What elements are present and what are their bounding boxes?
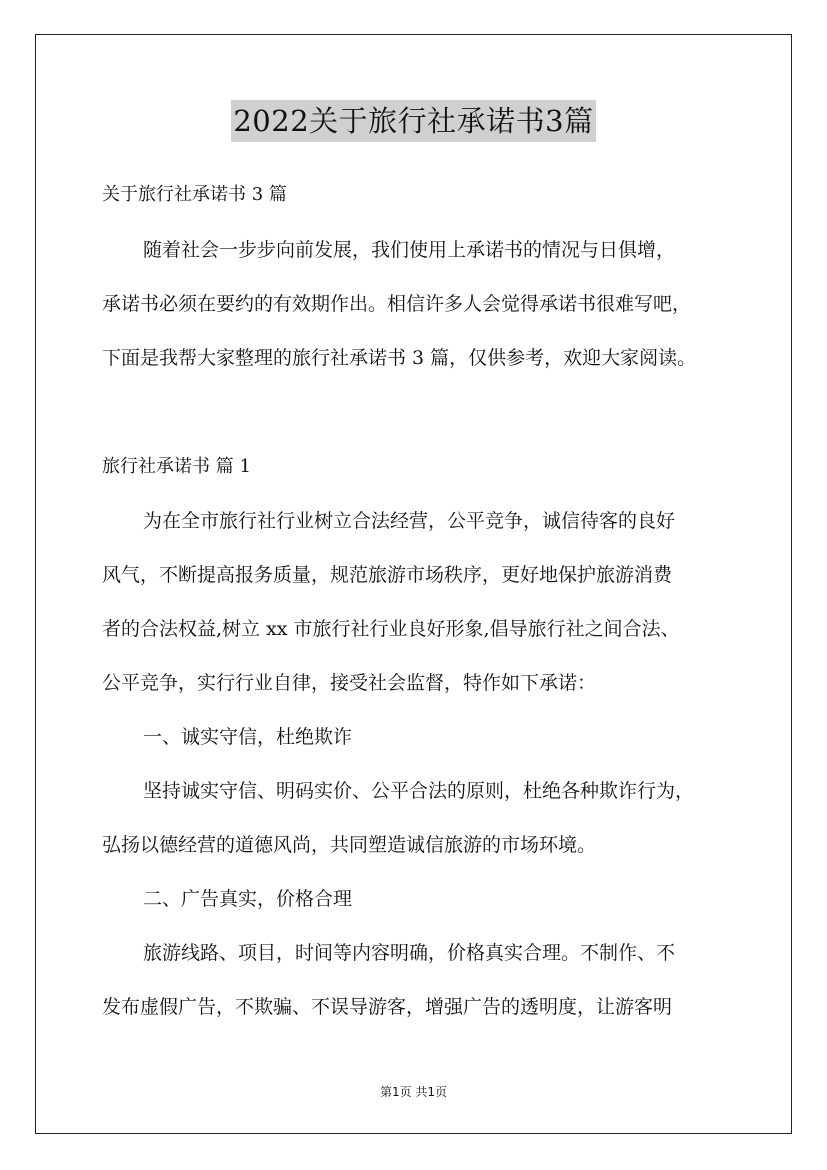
item1-line-2: 弘扬以德经营的道德风尚，共同塑造诚信旅游的市场环境。 — [102, 834, 597, 856]
item2-line-1: 旅游线路、项目，时间等内容明确，价格真实合理。不制作、不 — [143, 942, 676, 964]
document-title: 2022关于旅行社承诺书3篇 — [231, 100, 595, 142]
document-subtitle: 关于旅行社承诺书 3 篇 — [102, 184, 287, 205]
section1-line-2: 风气，不断提高报务质量，规范旅游市场秩序，更好地保护旅游消费 — [102, 564, 673, 586]
section1-heading: 旅行社承诺书 篇 1 — [102, 456, 251, 477]
item1-line-1: 坚持诚实守信、明码实价、公平合法的原则，杜绝各种欺诈行为， — [143, 780, 695, 802]
intro-line-3: 下面是我帮大家整理的旅行社承诺书 3 篇，仅供参考，欢迎大家阅读。 — [102, 347, 697, 369]
item2-line-2: 发布虚假广告，不欺骗、不误导游客，增强广告的透明度，让游客明 — [102, 996, 673, 1018]
section1-line-3: 者的合法权益,树立 xx 市旅行社行业良好形象,倡导旅行社之间合法、 — [102, 618, 680, 640]
section1-line-1: 为在全市旅行社行业树立合法经营，公平竞争，诚信待客的良好 — [143, 510, 676, 532]
page-footer: 第1页 共1页 — [379, 1085, 448, 1099]
title-wrap — [0, 100, 827, 142]
intro-line-1: 随着社会一步步向前发展，我们使用上承诺书的情况与日俱增， — [143, 239, 676, 261]
item1-heading: 一、诚实守信，杜绝欺诈 — [143, 726, 353, 748]
item2-heading: 二、广告真实，价格合理 — [143, 888, 353, 910]
section1-line-4: 公平竞争，实行行业自律，接受社会监督，特作如下承诺： — [102, 672, 597, 694]
intro-line-2: 承诺书必须在要约的有效期作出。相信许多人会觉得承诺书很难写吧， — [102, 293, 692, 315]
